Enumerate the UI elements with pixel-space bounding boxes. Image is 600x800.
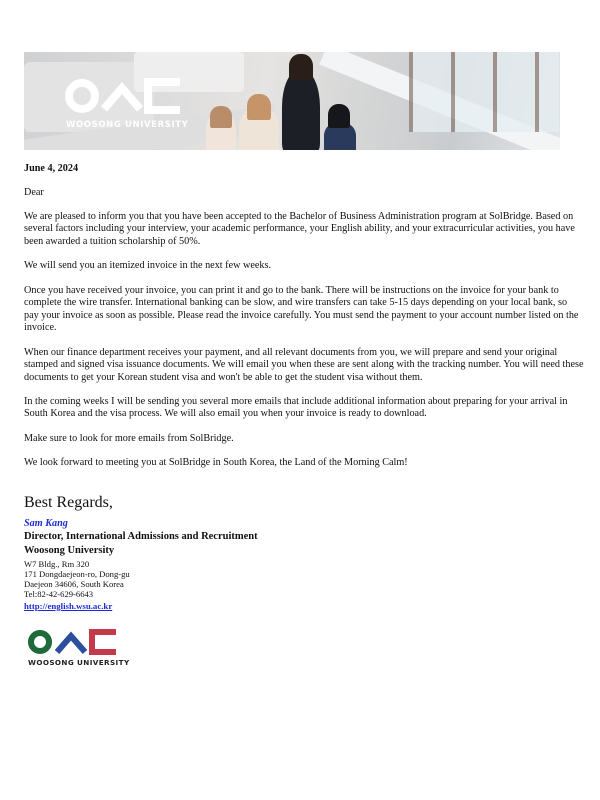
paragraph-look-for-emails: Make sure to look for more emails from SolBridge. bbox=[24, 433, 234, 444]
banner-person-head bbox=[289, 54, 313, 80]
banner-window bbox=[409, 52, 559, 132]
footer-logo bbox=[28, 628, 130, 667]
paragraph-visa-documents: When our finance department receives your payment, and all relevant documents from you, we will prepare and send your original stamped and signed visa issuance documents. We will email you when these are sent along with the tracking number. You will need these documents to get your Korean student visa and won't be able to get the student visa without them. bbox=[24, 347, 584, 383]
letter-closing: Best Regards, bbox=[24, 494, 113, 511]
paragraph-invoice-notice: We will send you an itemized invoice in the next few weeks. bbox=[24, 260, 272, 271]
banner-logo-tagline: WOOSONG UNIVERSITY bbox=[66, 120, 189, 130]
paragraph-payment-instructions: Once you have received your invoice, you can print it and go to the bank. There will be instructions on the invoice for your bank to complete the wire transfer. International banking can be slow, and wire transfers can take 5-15 days depending on your local bank, so pay your invoice as soon as possible. Please read the invoice carefully. You must send the payment to your account number listed on the invoice. bbox=[24, 285, 579, 334]
signature-title: Director, International Admissions and Recruitment bbox=[24, 531, 258, 542]
banner-logo bbox=[64, 76, 189, 130]
paragraph-closing-remark: We look forward to meeting you at SolBridge in South Korea, the Land of the Morning Calm! bbox=[24, 457, 408, 468]
oae-color-logo-icon bbox=[28, 628, 118, 656]
letter-date: June 4, 2024 bbox=[24, 163, 79, 174]
footer-logo-tagline: WOOSONG UNIVERSITY bbox=[28, 658, 130, 667]
signature-address-line: W7 Bldg., Rm 320 bbox=[24, 559, 90, 569]
banner-person-head bbox=[247, 94, 271, 120]
banner-person bbox=[282, 70, 320, 150]
signature-name: Sam Kang bbox=[24, 518, 68, 529]
signature-address-line: 171 Dongdaejeon-ro, Dong-gu bbox=[24, 569, 130, 579]
banner-person-head bbox=[328, 104, 350, 128]
paragraph-acceptance: We are pleased to inform you that you have been accepted to the Bachelor of Business Administration program at SolBridge. Based on several factors including your interview, your academic performance, your English ability, and your extracurricular activities, you have been awarded a tuition scholarship of 50%. bbox=[24, 211, 575, 247]
paragraph-upcoming-emails: In the coming weeks I will be sending you several more emails that include additional information about preparing for your arrival in South Korea and the visa process. We will also email you when your invoice is ready to download. bbox=[24, 396, 568, 420]
letter-salutation: Dear bbox=[24, 187, 44, 198]
header-banner-image bbox=[24, 52, 560, 150]
signature-website-link[interactable]: http://english.wsu.ac.kr bbox=[24, 601, 113, 611]
banner-person-head bbox=[210, 106, 232, 128]
oae-logo-icon bbox=[64, 76, 182, 116]
signature-organization: Woosong University bbox=[24, 545, 115, 556]
signature-phone: Tel:82-42-629-6643 bbox=[24, 589, 94, 599]
signature-address-line: Daejeon 34606, South Korea bbox=[24, 579, 124, 589]
